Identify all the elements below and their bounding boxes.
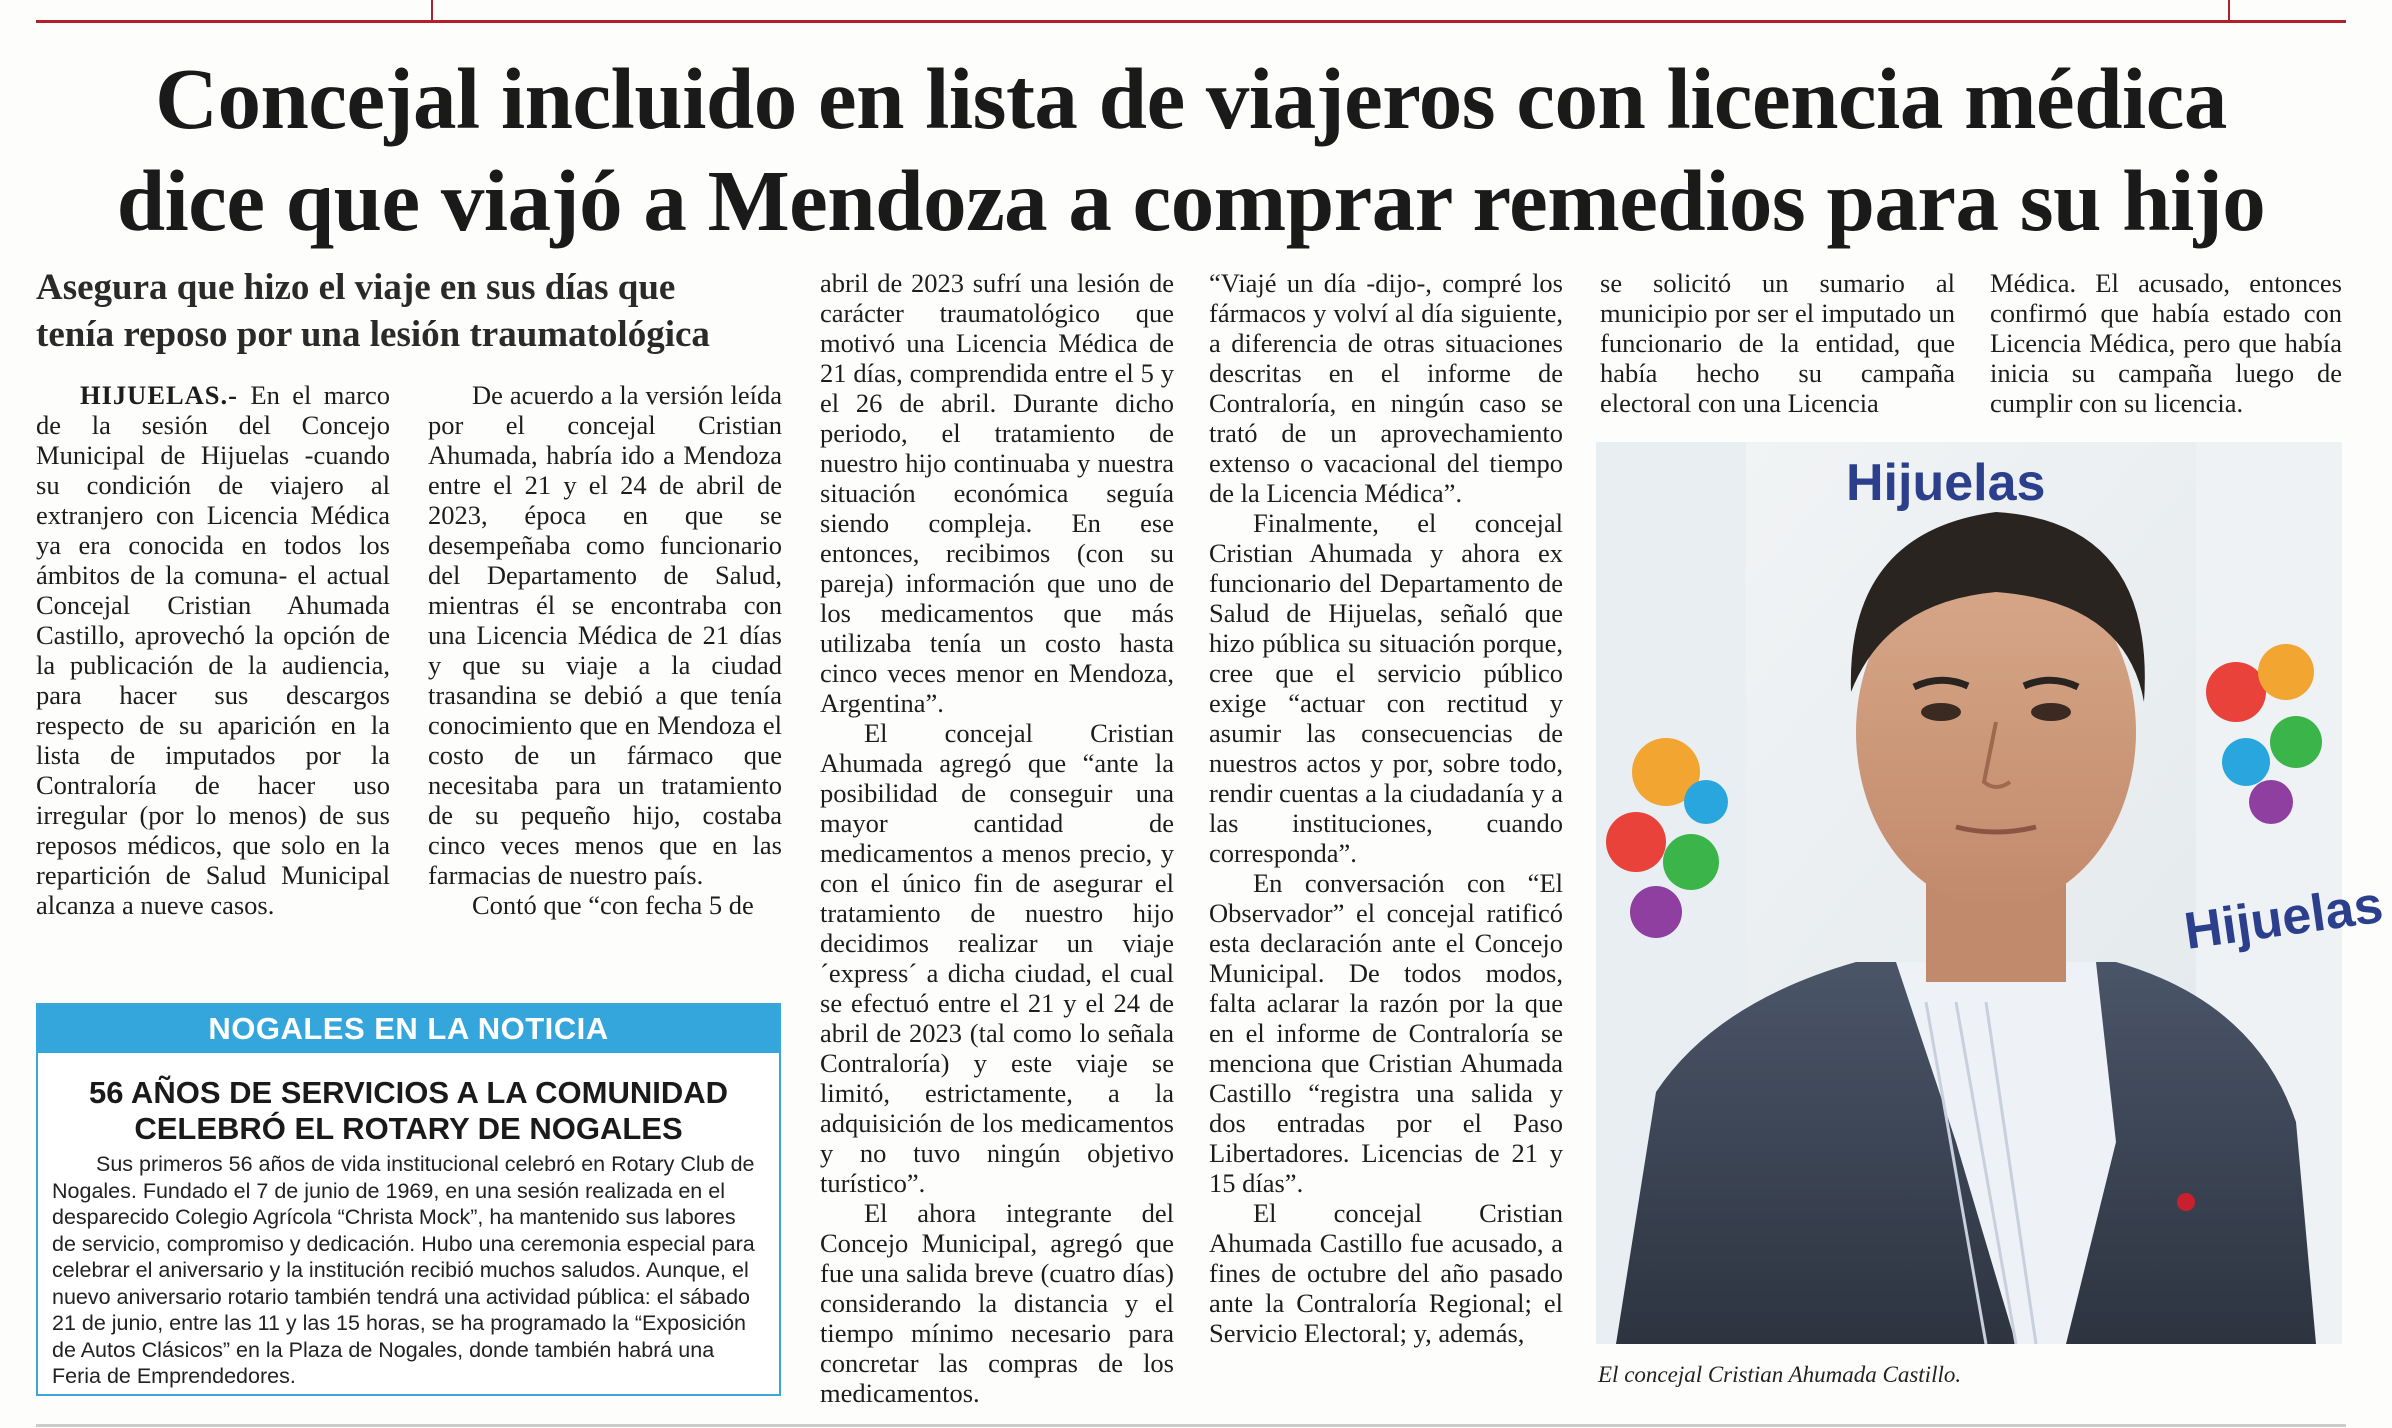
backdrop-text-right: Hijuelas [2180, 875, 2387, 961]
dateline: HIJUELAS.- [80, 380, 238, 410]
article-column-4 [1209, 268, 1563, 1348]
article-paragraph: Contó que “con fecha 5 de [472, 890, 754, 920]
box-body [52, 1151, 765, 1390]
box-body-text: Sus primeros 56 años de vida institucional celebró en Rotary Club de Nogales. Fundado el 7 de junio de 1969, en una sesión realizada en el desparecido Colegio Agrícola “Christa Mock”, ha mantenido sus labores de servicio, compromiso y dedicación. Hubo una ceremonia especial para celebrar el aniversario y la institución recibió muchos saludos. Aunque, el nuevo aniversario rotario también tendrá una actividad pública: el sábado 21 de junio, entre las 11 y las 15 horas, se ha programado la “Exposición de Autos Clásicos” en la Plaza de Nogales, donde también habrá una Feria de Emprendedores. [52, 1152, 755, 1388]
headline-line-1: Concejal incluido en lista de viajeros con licencia médica [155, 50, 2227, 147]
top-rule-separator [431, 0, 433, 20]
article-column-5 [1600, 268, 1955, 418]
article-paragraph: abril de 2023 sufrí una lesión de carácter traumatológico que motivó una Licencia Médica de 21 días, comprendida entre el 5 y el 26 de abril. Durante dicho periodo, el tratamiento de nuestro hijo continuaba y nuestra situación económica seguía siendo compleja. En ese entonces, recibimos (con su pareja) información que uno de los medicamentos que más utilizaba tenía un costo hasta cinco veces menor en Mendoza, Argentina”. [820, 268, 1174, 718]
article-column-3 [820, 268, 1174, 1408]
article-paragraph: Médica. El acusado, entonces confirmó que había estado con Licencia Médica, pero que había inicia su campaña luego de cumplir con su licencia. [1990, 268, 2342, 418]
article-column-1 [36, 380, 390, 920]
paragraph-text: En el marco de la sesión del Concejo Municipal de Hijuelas -cuando su condición de viajero al extranjero con Licencia Médica ya era conocida en todos los ámbitos de la comuna- el actual Concejal Cristian Ahumada Castillo, aprovechó la opción de la publicación de la audiencia, para hacer sus descargos respecto de su aparición en la lista de imputados por la Contraloría de hacer uso irregular (por lo menos) de sus reposos médicos, que solo en la repartición de Salud Municipal alcanza a nueve casos. [36, 380, 390, 920]
headline [36, 48, 2346, 252]
bottom-rule [36, 1424, 2346, 1427]
article-paragraph: El concejal Cristian Ahumada agregó que “ante la posibilidad de conseguir una mayor cantidad de medicamentos a menos precio, y con el único fin de asegurar el tratamiento de nuestro hijo decidimos realizar un viaje ´express´ a dicha ciudad, el cual se efectuó entre el 21 y el 24 de abril de 2023 (tal como lo señala Contraloría) y este viaje se limitó, estrictamente, a la adquisición de los medicamentos y no tuvo ningún objetivo turístico”. [820, 718, 1174, 1198]
article-paragraph: De acuerdo a la versión leída por el concejal Cristian Ahumada, habría ido a Mendoza entre el 21 y el 24 de abril de 2023, época en que se desempeñaba como funcionario del Departamento de Salud, mientras él se encontraba con una Licencia Médica de 21 días y que su viaje a la ciudad trasandina se debió a que tenía conocimiento que en Mendoza el costo de un fármaco que necesitaba para un tratamiento de su pequeño hijo, costaba cinco veces menos que en las farmacias de nuestro país. [428, 380, 782, 890]
box-title: 56 AÑOS DE SERVICIOS A LA COMUNIDAD CELEBRÓ EL ROTARY DE NOGALES [88, 1075, 729, 1146]
top-rule [36, 0, 2346, 23]
nogales-news-box [36, 1003, 781, 1396]
backdrop-text-top: Hijuelas [1846, 454, 2046, 512]
photo-caption: El concejal Cristian Ahumada Castillo. [1598, 1362, 1962, 1387]
box-header: NOGALES EN LA NOTICIA [38, 1005, 779, 1053]
article-paragraph: Finalmente, el concejal Cristian Ahumada y ahora ex funcionario del Departamento de Salud de Hijuelas, señaló que hizo pública su situación porque, cree que el servicio público exige “actuar con rectitud y asumir las consecuencias de nuestros actos y por, sobre todo, rendir cuentas a la ciudadanía y a las instituciones, cuando corresponda”. [1209, 508, 1563, 868]
subheadline [36, 264, 786, 358]
article-column-6 [1990, 268, 2342, 418]
article-paragraph: El ahora integrante del Concejo Municipal, agregó que fue una salida breve (cuatro días) considerando la distancia y el tiempo mínimo necesario para concretar las compras de los medicamentos. [820, 1198, 1174, 1408]
subheadline-line-1: Asegura que hizo el viaje en sus días que [36, 267, 676, 308]
top-rule-separator [2228, 0, 2230, 20]
portrait-illustration [1596, 442, 2387, 1344]
article-paragraph: se solicitó un sumario al municipio por ser el imputado un funcionario de la entidad, que había hecho su campaña electoral con una Licencia [1600, 268, 1955, 418]
article-photo [1596, 442, 2387, 1344]
article-paragraph [36, 380, 390, 920]
article-paragraph: “Viajé un día -dijo-, compré los fármacos y volví al día siguiente, a diferencia de otras situaciones descritas en el informe de Contraloría, en ningún caso se trató de un aprovechamiento extenso o vacacional del tiempo de la Licencia Médica”. [1209, 268, 1563, 508]
lapel-pin [2177, 1193, 2195, 1211]
headline-line-2: dice que viajó a Mendoza a comprar remedios para su hijo [116, 152, 2266, 249]
subheadline-line-2: tenía reposo por una lesión traumatológica [36, 314, 710, 355]
article-paragraph: En conversación con “El Observador” el concejal ratificó esta declaración ante el Concejo Municipal. De todos modos, falta aclarar la razón por la que en el informe de Contraloría se menciona que Cristian Ahumada Castillo “registra una salida y dos entradas por el Paso Libertadores. Licencias de 21 y 15 días”. [1209, 868, 1563, 1198]
article-column-2 [428, 380, 782, 920]
article-paragraph: El concejal Cristian Ahumada Castillo fue acusado, a fines de octubre del año pasado ante la Contraloría Regional; el Servicio Electoral; y, además, [1209, 1198, 1563, 1348]
